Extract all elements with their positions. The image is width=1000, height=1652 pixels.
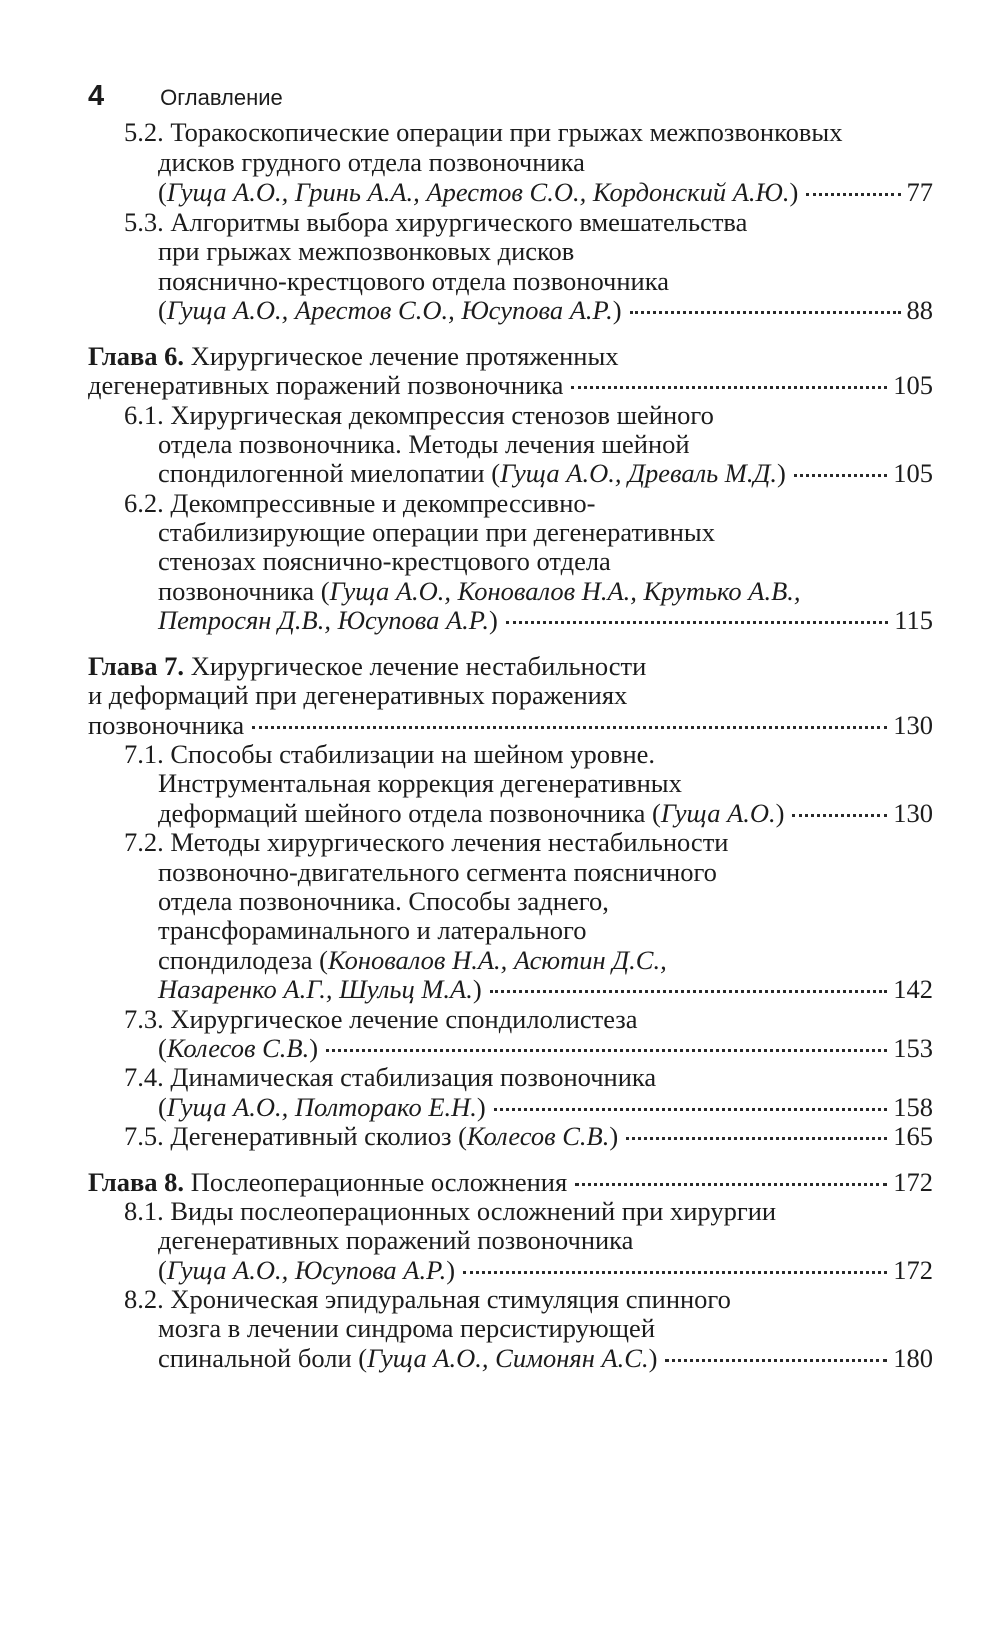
toc-page-number: 130 <box>893 710 933 740</box>
toc-chapter-6-line2: дегенеративных поражений позвоночника 105 <box>88 370 933 400</box>
dot-leader <box>630 311 901 314</box>
dot-leader <box>792 814 887 817</box>
toc-authors: Гуща А.О., Коновалов Н.А., Крутько А.В., <box>329 576 801 606</box>
page-number: 4 <box>88 80 105 112</box>
dot-leader <box>794 474 887 477</box>
toc-entry-7-2-line3: отдела позвоночника. Способы заднего, <box>158 886 609 916</box>
dot-leader <box>463 1271 887 1274</box>
dot-leader <box>490 990 888 993</box>
toc-entry-8-1-line2: дегенеративных поражений позвоночника <box>158 1225 634 1255</box>
toc-page-number: 153 <box>893 1033 933 1063</box>
dot-leader <box>806 193 900 196</box>
toc-authors: Гуща А.О., Арестов С.О., Юсупова А.Р. <box>166 295 613 325</box>
toc-entry-8-1-authors: (Гуща А.О., Юсупова А.Р.) 172 <box>158 1255 933 1285</box>
toc-entry-8-1-line1: 8.1. Виды послеоперационных осложнений при хирургии <box>124 1196 777 1226</box>
toc-chapter-7-line1: Глава 7. Хирургическое лечение нестабильности <box>88 651 647 681</box>
chapter-label: Глава 8. <box>88 1167 185 1197</box>
dot-leader <box>506 621 888 624</box>
toc-entry-5-3-line1: 5.3. Алгоритмы выбора хирургического вмешательства <box>124 207 748 237</box>
toc-page-number: 180 <box>893 1343 933 1373</box>
toc-entry-6-2-line5: Петросян Д.В., Юсупова А.Р.) 115 <box>158 605 933 635</box>
toc-page-number: 130 <box>893 798 933 828</box>
toc-page-number: 105 <box>893 370 933 400</box>
dot-leader <box>494 1108 888 1111</box>
toc-authors: Гуща А.О., Древаль М.Д. <box>500 458 777 488</box>
running-head: Оглавление <box>160 85 283 110</box>
toc-entry-7-2-line5: спондилодеза (Коновалов Н.А., Асютин Д.С., <box>158 945 667 975</box>
toc-entry-7-2-line2: позвоночно-двигательного сегмента поясничного <box>158 857 717 887</box>
toc-entry-6-1-line3: спондилогенной миелопатии (Гуща А.О., Древаль М.Д.) 105 <box>158 458 933 488</box>
toc-authors: Петросян Д.В., Юсупова А.Р. <box>158 605 489 635</box>
dot-leader <box>575 1183 887 1186</box>
page-header <box>88 80 283 120</box>
toc-entry-7-1-line2: Инструментальная коррекция дегенеративных <box>158 768 682 798</box>
toc-page-number: 172 <box>893 1255 933 1285</box>
toc-entry-5-3-authors: (Гуща А.О., Арестов С.О., Юсупова А.Р.) 88 <box>158 295 933 325</box>
dot-leader <box>571 386 887 389</box>
toc-entry-7-2-line1: 7.2. Методы хирургического лечения нестабильности <box>124 827 729 857</box>
toc-authors: Гуща А.О., Полторако Е.Н. <box>166 1092 477 1122</box>
toc-entry-7-3-authors: (Колесов С.В.) 153 <box>158 1033 933 1063</box>
toc-entry-6-1-line2: отдела позвоночника. Методы лечения шейной <box>158 429 690 459</box>
dot-leader <box>326 1049 887 1052</box>
toc-entry-7-2-line6: Назаренко А.Г., Шульц М.А.) 142 <box>158 974 933 1004</box>
toc-entry-7-1-line1: 7.1. Способы стабилизации на шейном уровне. <box>124 739 656 769</box>
toc-authors: Колесов С.В. <box>466 1121 610 1151</box>
toc-chapter-7-line2: и деформаций при дегенеративных поражениях <box>88 680 628 710</box>
toc-entry-6-2-line1: 6.2. Декомпрессивные и декомпрессивно- <box>124 488 596 518</box>
dot-leader <box>665 1359 887 1362</box>
toc-authors: Гуща А.О., Гринь А.А., Арестов С.О., Кордонский А.Ю. <box>166 177 790 207</box>
toc-authors: Гуща А.О. <box>660 798 776 828</box>
toc-entry-5-2-line1: 5.2. Торакоскопические операции при грыжах межпозвонковых <box>124 117 843 147</box>
toc-entry-7-3-line1: 7.3. Хирургическое лечение спондилолистеза <box>124 1004 638 1034</box>
toc-chapter-6-line1: Глава 6. Хирургическое лечение протяженных <box>88 341 619 371</box>
chapter-label: Глава 7. <box>88 651 185 681</box>
toc-entry-8-2-line2: мозга в лечении синдрома персистирующей <box>158 1313 656 1343</box>
toc-entry-7-5: 7.5. Дегенеративный сколиоз (Колесов С.В.) 165 <box>124 1121 933 1151</box>
toc-page-number: 165 <box>893 1121 933 1151</box>
toc-entry-7-4-line1: 7.4. Динамическая стабилизация позвоночника <box>124 1062 657 1092</box>
dot-leader <box>626 1137 887 1140</box>
toc-authors: Гуща А.О., Симонян А.С. <box>367 1343 649 1373</box>
toc-entry-6-2-line4: позвоночника (Гуща А.О., Коновалов Н.А., Крутько А.В., <box>158 576 801 606</box>
toc-entry-5-2-line2: дисков грудного отдела позвоночника <box>158 147 585 177</box>
toc-page-number: 88 <box>906 295 933 325</box>
toc-chapter-8: Глава 8. Послеоперационные осложнения 172 <box>88 1167 933 1197</box>
toc-page-number: 158 <box>893 1092 933 1122</box>
dot-leader <box>252 726 887 729</box>
toc-entry-7-1-line3: деформаций шейного отдела позвоночника (Гуща А.О.) 130 <box>158 798 933 828</box>
toc-entry-5-2-authors: (Гуща А.О., Гринь А.А., Арестов С.О., Кордонский А.Ю.) 77 <box>158 177 933 207</box>
toc-entry-5-3-line2: при грыжах межпозвонковых дисков <box>158 236 575 266</box>
toc-entry-7-4-authors: (Гуща А.О., Полторако Е.Н.) 158 <box>158 1092 933 1122</box>
chapter-label: Глава 6. <box>88 341 185 371</box>
toc-authors: Гуща А.О., Юсупова А.Р. <box>166 1255 447 1285</box>
toc-entry-8-2-line3: спинальной боли (Гуща А.О., Симонян А.С.) 180 <box>158 1343 933 1373</box>
toc-entry-6-2-line3: стенозах пояснично-крестцового отдела <box>158 546 611 576</box>
toc-page-number: 105 <box>893 458 933 488</box>
toc-authors: Колесов С.В. <box>166 1033 310 1063</box>
toc-entry-5-3-line3: пояснично-крестцового отдела позвоночника <box>158 266 669 296</box>
toc-entry-8-2-line1: 8.2. Хроническая эпидуральная стимуляция спинного <box>124 1284 731 1314</box>
toc-page-number: 142 <box>893 974 933 1004</box>
toc-entry-6-2-line2: стабилизирующие операции при дегенеративных <box>158 517 715 547</box>
toc-entry-7-2-line4: трансфораминального и латерального <box>158 915 587 945</box>
toc-authors: Коновалов Н.А., Асютин Д.С., <box>328 945 667 975</box>
toc-page-number: 115 <box>894 605 933 635</box>
toc-authors: Назаренко А.Г., Шульц М.А. <box>158 974 473 1004</box>
toc-page-number: 172 <box>893 1167 933 1197</box>
toc-entry-6-1-line1: 6.1. Хирургическая декомпрессия стенозов шейного <box>124 400 714 430</box>
toc-chapter-7-line3: позвоночника 130 <box>88 710 933 740</box>
toc-page-number: 77 <box>906 177 933 207</box>
